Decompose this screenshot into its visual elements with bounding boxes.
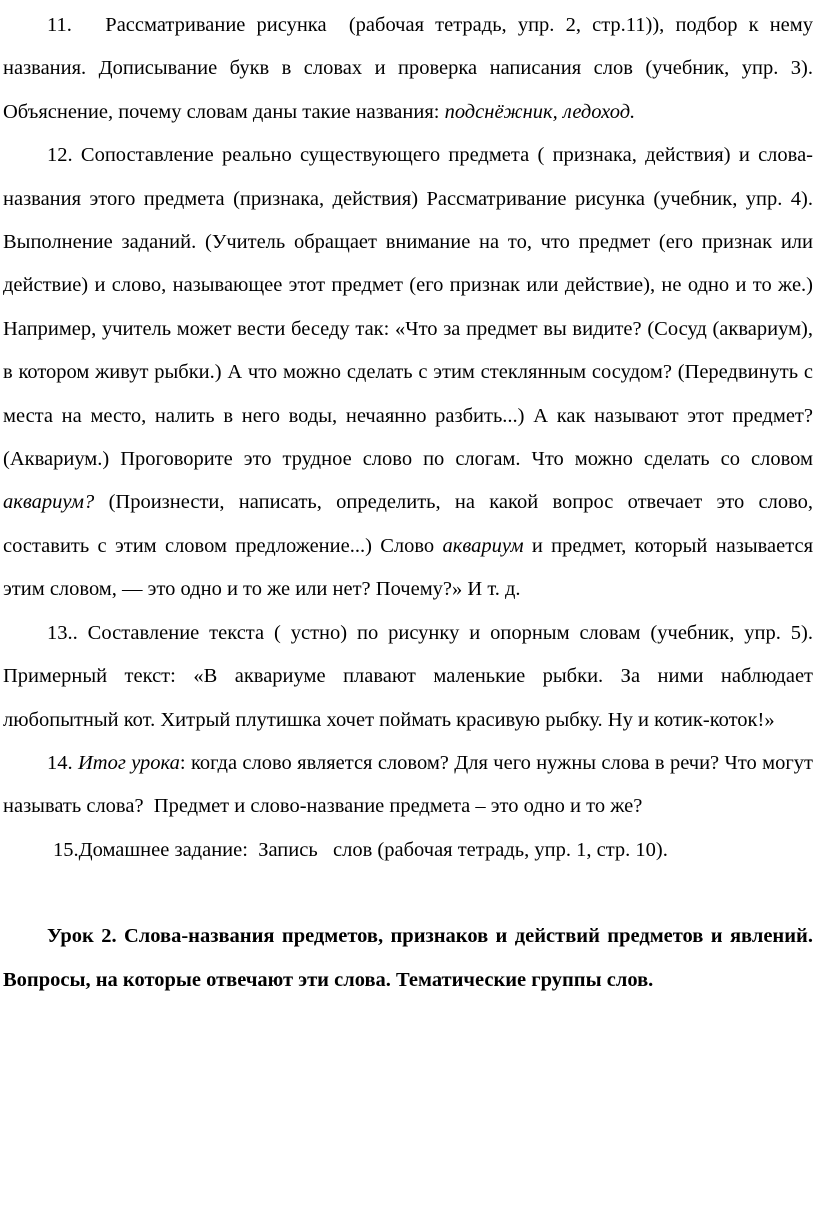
item-12-text-c: и предмет, который называется этим словом, — это одно и то же или нет? Почему?» И т. д. [3,534,813,601]
item-13-text: 13.. Составление текста ( устно) по рисунку и опорным словам (учебник, упр. 5). Примерный текст: «В аквариуме плавают маленькие рыбки. За ними наблюдает любопытный кот. Хитрый плутишка хочет поймать красивую рыбку. Ну и котик-коток!» [3,621,813,731]
paragraph-item-15 [3,829,813,872]
item-11-examples: подснёжник, ледоход. [444,100,636,123]
item-14-text: : когда слово является словом? Для чего нужны слова в речи? Что могут называть слова? Предмет и слово-название предмета – это одно и то же? [3,751,813,818]
blank-line [3,872,813,915]
item-12-text-a: 12. Сопоставление реально существующего предмета ( признака, действия) и слова-названия этого предмета (признака, действия) Рассматривание рисунка (учебник, упр. 4). Выполнение заданий. (Учитель обращает внимание на то, что предмет (его признак или действие) и слово, называющее этот предмет (его признак или действие), не одно и то же.) Например, учитель может вести беседу так: «Что за предмет вы видите? (Сосуд (аквариум), в котором живут рыбки.) А что можно сделать с этим стеклянным сосудом? (Передвинуть с места на место, налить в него воды, нечаянно разбить...) А как называют этот предмет? (Аквариум.) Проговорите это трудное слово по слогам. Что можно сделать со словом [3,144,813,471]
paragraph-item-13 [3,612,813,742]
item-12-word-aquarium-q: аквариум? [3,491,95,514]
lesson-heading-text: Урок 2. Слова-названия предметов, признаков и действий предметов и явлений. Вопросы, на которые отвечают эти слова. Тематические группы слов. [3,925,813,991]
item-11-text: 11. Рассматривание рисунка (рабочая тетрадь, упр. 2, стр.11)), подбор к нему названия. Дописывание букв в словах и проверка написания слов (учебник, упр. 3). Объяснение, почему словам даны такие названия: [3,14,813,123]
lesson-heading [3,915,813,1002]
item-12-text-b: (Произнести, написать, определить, на какой вопрос отвечает это слово, составить с этим словом предложение...) Слово [3,491,813,557]
item-14-number: 14. [47,751,78,774]
item-12-word-aquarium: аквариум [442,534,524,557]
paragraph-item-11 [3,4,813,134]
item-15-text: 15.Домашнее задание: Запись слов (рабочая тетрадь, упр. 1, стр. 10). [53,838,668,861]
paragraph-item-12 [3,134,813,611]
paragraph-item-14 [3,742,813,829]
item-14-lesson-summary: Итог урока [78,751,180,774]
